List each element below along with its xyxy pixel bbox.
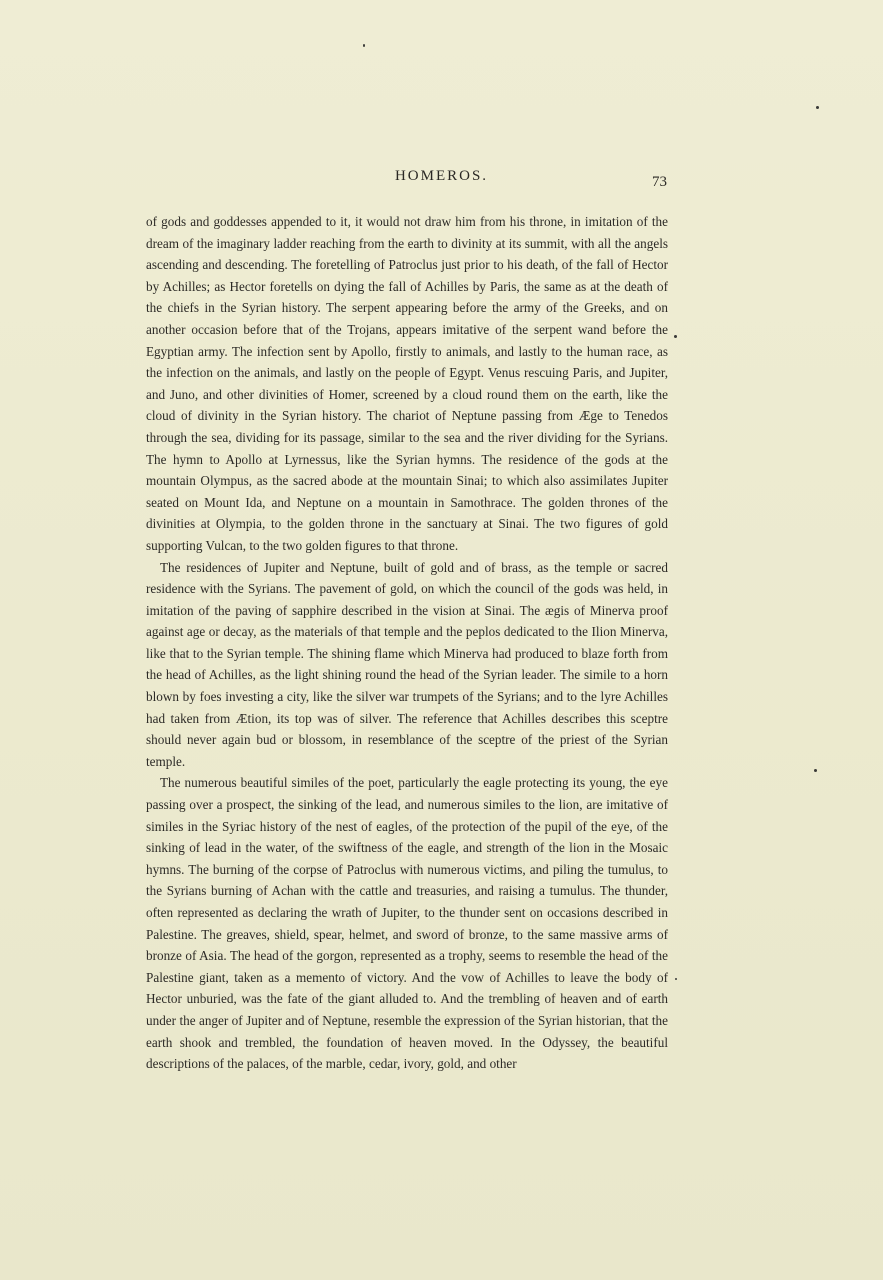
- ink-speck: [814, 769, 817, 772]
- ink-speck: [363, 44, 365, 47]
- ink-speck: [816, 106, 819, 109]
- body-text: [146, 211, 668, 1075]
- running-title: HOMEROS.: [394, 168, 489, 184]
- paragraph-2: The residences of Jupiter and Neptune, built of gold and of brass, as the temple or sacred residence with the Syrians. The pavement of gold, on which the council of the gods was held, in imitation of the paving of sapphire described in the vision at Sinai. The ægis of Minerva proof against age or decay, as the materials of that temple and the peplos dedicated to the Ilion Minerva, like that to the Syrian temple. The shining flame which Minerva had produced to blaze forth from the head of Achilles, as the light shining round the head of the Syrian leader. The simile to a horn blown by foes investing a city, like the silver war trumpets of the Syrians; and to the lyre Achilles had taken from Ætion, its top was of silver. The reference that Achilles describes this sceptre should never again bud or blossom, in resemblance of the sceptre of the priest of the Syrian temple.: [146, 559, 668, 769]
- paragraph-3: The numerous beautiful similes of the poet, particularly the eagle protecting its young, the eye passing over a prospect, the sinking of the lead, and numerous similes to the lion, are imitative of similes in the Syriac history of the nest of eagles, of the protection of the pupil of the eye, of the sinking of lead in the water, of the swiftness of the eagle, and strength of the lion in the Mosaic hymns. The burning of the corpse of Patroclus with numerous victims, and piling the tumulus, to the Syrians burning of Achan with the cattle and treasuries, and raising a tumulus. The thunder, often represented as declaring the wrath of Jupiter, to the thunder sent on occasions described in Palestine. The greaves, shield, spear, helmet, and sword of bronze, to the same massive arms of bronze of Asia. The head of the gorgon, represented as a trophy, seems to resemble the head of the Palestine giant, taken as a memento of victory. And the vow of Achilles to leave the body of Hector unburied, was the fate of the giant alluded to. And the trembling of heaven and of earth under the anger of Jupiter and of Neptune, resemble the expression of the Syrian historian, that the earth shook and trembled, the foundation of heaven moved. In the Odyssey, the beautiful descriptions of the palaces, of the marble, cedar, ivory, gold, and other: [146, 775, 668, 1072]
- page-number: 73: [652, 174, 667, 190]
- ink-speck: [674, 335, 677, 338]
- paragraph-1: of gods and goddesses appended to it, it would not draw him from his throne, in imitation of the dream of the imaginary ladder reaching from the earth to divinity at its summit, with all the angels ascending and descending. The foretelling of Patroclus just prior to his death, of the fall of Hector by Achilles; as Hector foretells on dying the fall of Achilles by Paris, the same as at the death of the chiefs in the Syrian history. The serpent appearing before the army of the Greeks, and on another occasion before that of the Trojans, appears imitative of the serpent wand before the Egyptian army. The infection sent by Apollo, firstly to animals, and lastly to the human race, as the infection on the animals, and lastly on the people of Egypt. Venus rescuing Paris, and Jupiter, and Juno, and other divinities of Homer, screened by a cloud round them on the earth, like the cloud of divinity in the Syrian history. The chariot of Neptune passing from Ægе to Tenedos through the sea, dividing for its passage, similar to the sea and the river dividing for the Syrians. The hymn to Apollo at Lyrnessus, like the Syrian hymns. The residence of the gods at the mountain Olympus, as the sacred abode at the mountain Sinai; to which also assimilates Jupiter seated on Mount Ida, and Neptune on a mountain in Samothrace. The golden thrones of the divinities at Olympia, to the golden throne in the sanctuary at Sinai. The two figures of gold supporting Vulcan, to the two golden figures to that throne.: [146, 214, 668, 553]
- ink-speck: [675, 978, 677, 980]
